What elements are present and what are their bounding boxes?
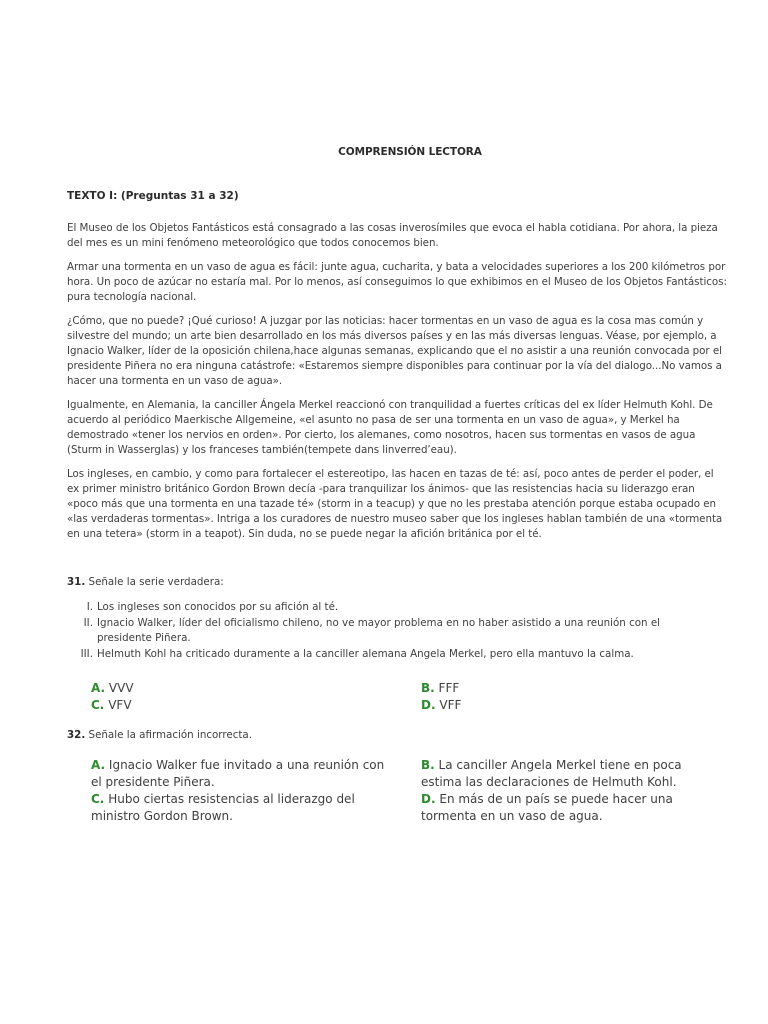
option-text: Hubo ciertas resistencias al liderazgo del ministro Gordon Brown. [91, 792, 355, 823]
option-letter: D. [421, 698, 436, 712]
paragraph: El Museo de los Objetos Fantásticos está consagrado a las cosas inverosímiles que evoca el habla cotidiana. Por ahora, la pieza del mes es un mini fenómeno meteorológico que todos conocemos bien. [67, 222, 718, 249]
question-number: 32. [67, 729, 86, 741]
option-b[interactable] [421, 757, 721, 791]
option-text: FFF [438, 681, 460, 695]
option-letter: C. [91, 698, 105, 712]
options-right [421, 757, 721, 825]
option-text: En más de un país se puede hacer una tormenta en un vaso de agua. [421, 792, 673, 823]
option-text: VVV [108, 681, 134, 695]
statement-text: Ignacio Walker, líder del oficialismo chileno, no ve mayor problema en no haber asistido a una reunión con el presidente Piñera. [97, 616, 661, 644]
question-32-prompt [67, 729, 252, 741]
option-letter: B. [421, 758, 435, 772]
options-right [421, 680, 721, 714]
option-letter: C. [91, 792, 105, 806]
paragraph: Los ingleses, en cambio, y como para fortalecer el estereotipo, las hacen en tazas de té: así, poco antes de perder el poder, el ex primer ministro británico Gordon Brown decía -para tranquilizar los ánimos- que las resistencias hacia su liderazgo eran «poco más que una tormenta en una tazade té» (storm in a teacup) y que no les prestaba atención porque estaba ocupado en «las verdaderas tormentas». Intriga a los curadores de nuestro museo saber que los ingleses hablan también de una «tormenta en una tetera» (storm in a teapot). Sin duda, no se puede negar la afición británica por el té. [67, 468, 723, 540]
statement-text: Helmuth Kohl ha criticado duramente a la canciller alemana Angela Merkel, pero ella mantuvo la calma. [97, 647, 634, 660]
option-letter: A. [91, 758, 106, 772]
option-a[interactable] [91, 680, 391, 697]
option-a[interactable] [91, 757, 391, 791]
option-text: La canciller Angela Merkel tiene en poca estima las declaraciones de Helmuth Kohl. [421, 758, 682, 789]
question-31-prompt [67, 576, 224, 588]
option-c[interactable] [91, 791, 391, 825]
roman-numeral: III. [80, 647, 93, 660]
paragraph: Armar una tormenta en un vaso de agua es fácil: junte agua, cucharita, y bata a velocidades superiores a los 200 kilómetros por hora. Un poco de azúcar no estaría mal. Por lo menos, así conseguimos lo que exhibimos en el Museo de los Objetos Fantásticos: pura tecnología nacional. [67, 261, 727, 303]
statement-text: Los ingleses son conocidos por su afición al té. [97, 601, 339, 613]
question-text: Señale la afirmación incorrecta. [88, 729, 252, 741]
option-c[interactable] [91, 697, 391, 714]
statement-item [67, 600, 707, 616]
option-d[interactable] [421, 697, 721, 714]
section-subtitle: TEXTO I: (Preguntas 31 a 32) [67, 190, 239, 202]
option-text: VFV [108, 698, 132, 712]
options-left [91, 680, 391, 714]
options-left [91, 757, 391, 825]
option-d[interactable] [421, 791, 721, 825]
roman-numeral: II. [83, 616, 93, 629]
question-text: Señale la serie verdadera: [88, 576, 224, 588]
question-number: 31. [67, 576, 86, 588]
reading-text [67, 221, 727, 551]
statement-item [67, 647, 707, 663]
option-letter: B. [421, 681, 435, 695]
option-letter: D. [421, 792, 436, 806]
option-text: VFF [439, 698, 462, 712]
roman-numeral: I. [86, 601, 93, 613]
page-title: COMPRENSIÓN LECTORA [338, 146, 482, 158]
option-letter: A. [91, 681, 106, 695]
statement-item [67, 616, 707, 647]
option-b[interactable] [421, 680, 721, 697]
statement-list [67, 600, 707, 662]
paragraph: ¿Cómo, que no puede? ¡Qué curioso! A juzgar por las noticias: hacer tormentas en un vaso de agua es la cosa mas común y silvestre del mundo; un arte bien desarrollado en los más diversos países y en las más diversas lenguas. Véase, por ejemplo, a Ignacio Walker, líder de la oposición chilena,hace algunas semanas, explicando que el no asistir a una reunión convocada por el presidente Piñera no era ninguna catástrofe: «Estaremos siempre disponibles para continuar por la vía del dialogo...No vamos a hacer una tormenta en un vaso de agua». [67, 315, 722, 387]
paragraph: Igualmente, en Alemania, la canciller Ángela Merkel reaccionó con tranquilidad a fuertes críticas del ex líder Helmuth Kohl. De acuerdo al periódico Maerkische Allgemeine, «el asunto no pasa de ser una tormenta en un vaso de agua», y Merkel ha demostrado «tener los nervios en orden». Por cierto, los alemanes, como nosotros, hacen sus tormentas en vasos de agua (Sturm in Wasserglas) y los franceses también(tempete dans linverred’eau). [67, 399, 713, 456]
option-text: Ignacio Walker fue invitado a una reunión con el presidente Piñera. [91, 758, 385, 789]
